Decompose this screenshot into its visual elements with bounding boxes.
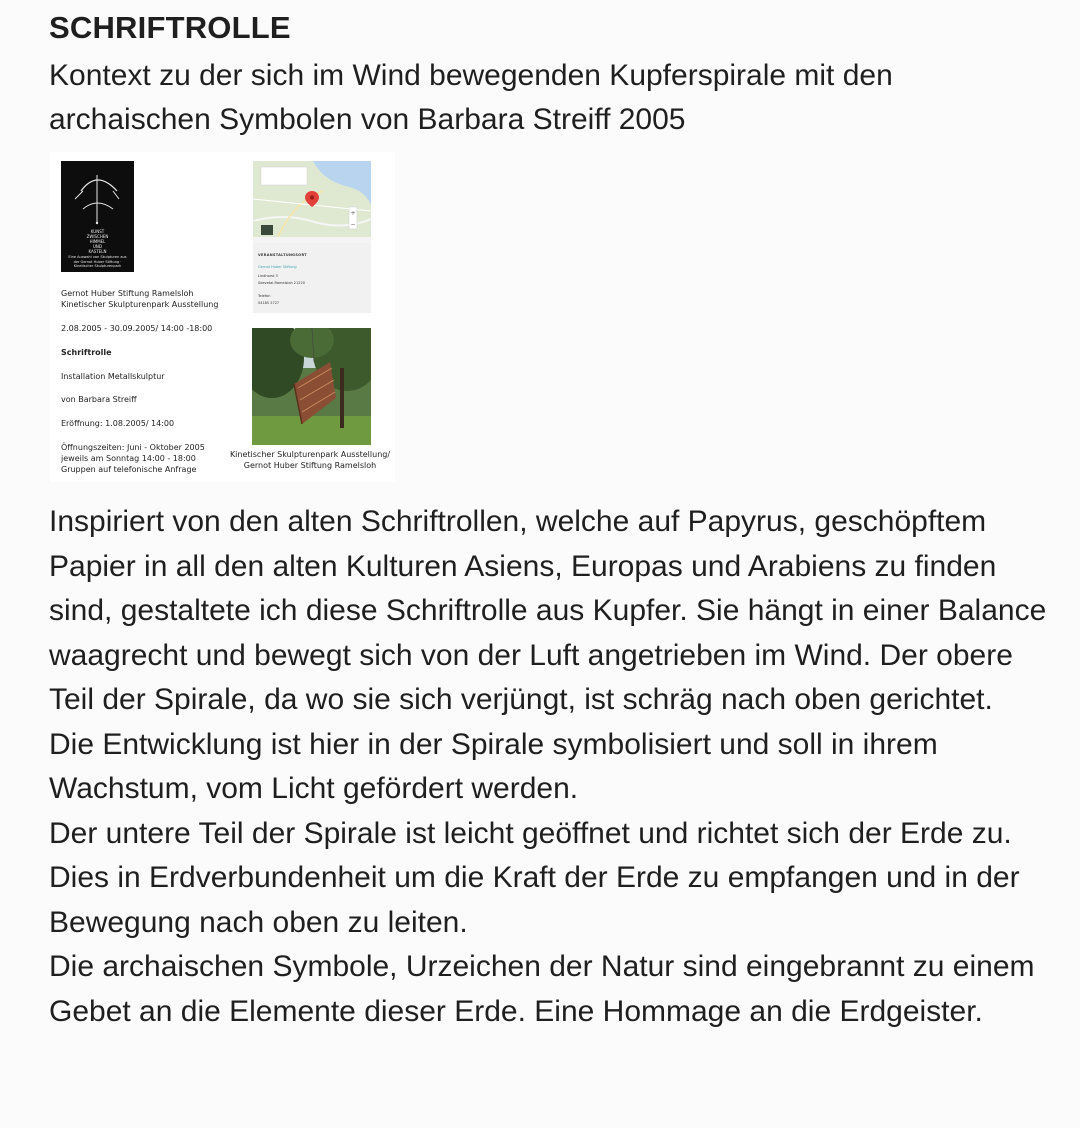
map-phone-number: 04185 2727	[258, 301, 280, 305]
flyer-org: Gernot Huber Stiftung Ramelsloh	[61, 289, 194, 298]
flyer-exhibition: Kinetischer Skulpturenpark Ausstellung	[61, 300, 219, 309]
paragraph: Inspiriert von den alten Schriftrollen, welche auf Papyrus, geschöpftem Papier in all den alten Kulturen Asiens, Europas und Arabiens zu finden sind, gestaltete ich diese Schriftrolle aus Kupfer. Sie hängt in einer Balance waagrecht und bewegt sich von der Luft angetrieben im Wind. Der obere Teil der Spirale, da wo sie sich verjüngt, ist schräg nach oben gerichtet.	[49, 505, 1047, 716]
paragraph: Der untere Teil der Spirale ist leicht geöffnet und richtet sich der Erde zu. Dies in Erdverbundenheit um die Kraft der Erde zu empfangen und in der Bewegung nach oben zu leiten.	[49, 816, 1020, 939]
svg-text:+: +	[350, 210, 356, 217]
map-address-city: Seevetal-Ramelsloh 21220	[258, 281, 305, 285]
paragraph: Die archaischen Symbole, Urzeichen der Natur sind eingebrannt zu einem Gebet an die Elemente dieser Erde. Eine Hommage an die Erdgeister.	[49, 950, 1035, 1028]
poster-line: HIMMEL	[89, 239, 106, 244]
map-address-street: Lindhorst 3	[258, 274, 278, 278]
map-address-name: Gernot Huber Stiftung	[258, 265, 297, 269]
paragraph: Die Entwicklung ist hier in der Spirale symbolisiert und soll in ihrem Wachstum, vom Licht gefördert werden.	[49, 727, 938, 805]
poster-footer: Eine Auswahl von Skulpturen aus der Gernot Huber Stiftung · Kinetischer Skulpturenpark	[68, 255, 127, 268]
location-map	[253, 161, 371, 313]
svg-text:−: −	[350, 221, 356, 228]
poster-title	[61, 229, 134, 254]
flyer-dates: 2.08.2005 - 30.09.2005/ 14:00 -18:00	[61, 324, 213, 333]
page-subtitle: Kontext zu der sich im Wind bewegenden Kupferspirale mit den archaischen Symbolen von Barbara Streiff 2005	[49, 59, 893, 136]
flyer-artist: von Barbara Streiff	[61, 395, 137, 404]
poster-line: KASTELN	[88, 249, 107, 254]
map-pin-icon	[305, 191, 319, 207]
photo-caption-line: Gernot Huber Stiftung Ramelsloh	[243, 461, 377, 470]
flyer-opening: Eröffnung: 1.08.2005/ 14:00	[61, 419, 175, 428]
photo-caption	[225, 449, 395, 471]
sculpture-photo	[252, 328, 371, 445]
exhibition-flyer-image	[50, 152, 395, 482]
map-phone-label: Telefon	[258, 294, 271, 298]
flyer-hours: Gruppen auf telefonische Anfrage	[61, 465, 197, 474]
flyer-work-title: Schriftrolle	[61, 348, 112, 357]
map-heading: VERANSTALTUNGSORT	[258, 253, 307, 257]
flyer-hours: Öffnungszeiten: Juni - Oktober 2005	[61, 443, 205, 452]
flyer-work-type: Installation Metallskulptur	[61, 372, 165, 381]
poster-line: ZWISCHEN	[86, 234, 109, 239]
article-body	[49, 500, 1059, 1034]
photo-caption-line: Kinetischer Skulpturenpark Ausstellung/	[229, 450, 391, 459]
map-area	[253, 161, 371, 243]
poster-line: UND	[93, 244, 102, 249]
flyer-hours: jeweils am Sonntag 14:00 - 18:00	[61, 454, 196, 463]
page-title: SCHRIFTROLLE	[49, 10, 291, 45]
exhibition-poster	[61, 161, 134, 272]
poster-line: KUNST	[90, 229, 105, 234]
